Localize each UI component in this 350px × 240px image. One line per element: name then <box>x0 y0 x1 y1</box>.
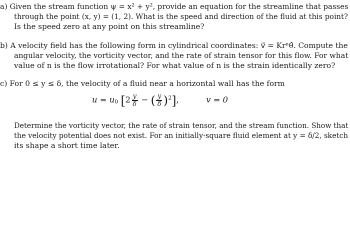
problem-a-text-1: Given the stream function ψ = x² + y², provide an equation for the streamline that passes <box>9 2 349 11</box>
eq-bracket-open: [ <box>120 93 126 108</box>
problem-c-line-4: its shape a short time later. <box>14 141 120 150</box>
problem-b-line-3: value of n is the flow irrotational? For what value of n is the strain identically zero? <box>14 61 336 70</box>
eq-frac-1: $\frac{y}{\delta}$ <box>132 92 137 108</box>
problem-b-line-2: angular velocity, the vorticity vector, and the rate of strain tensor for this flow. For what <box>14 51 349 60</box>
problem-a-label: a) <box>0 2 8 11</box>
eq-u-sub: 0 <box>114 99 119 106</box>
problem-b-text-1: A velocity field has the following form in cylindrical coordinates: v⃗ = Krⁿθ̂. Compute the <box>10 41 348 50</box>
problem-a-line-2: through the point (x, y) = (1, 2). What is the speed and direction of the fluid at this point? <box>14 12 348 21</box>
eq-paren-close: ) <box>163 93 169 108</box>
problem-c-label: c) <box>0 79 8 88</box>
eq-two: 2 <box>125 94 131 105</box>
eq-u-lhs: u = u <box>92 94 115 105</box>
eq-exponent: 2 <box>168 95 172 102</box>
problem-a-line-3: Is the speed zero at any point on this streamline? <box>14 22 205 31</box>
problem-c-line-3: the velocity potential does not exist. For an initially-square fluid element at y = δ/2, sketch <box>14 131 349 140</box>
problem-c-text-1: For 0 ≤ y ≤ δ, the velocity of a fluid near a horizontal wall has the form <box>9 79 285 88</box>
eq-minus: − <box>141 94 149 105</box>
problem-b-label: b) <box>0 41 8 50</box>
problem-c-line-2: Determine the vorticity vector, the rate of strain tensor, and the stream function. Show that <box>14 121 349 130</box>
eq-paren-open: ( <box>150 93 156 108</box>
problem-b-line-1 <box>0 41 348 50</box>
eq-v: v = 0 <box>206 94 228 105</box>
problem-a-line-1 <box>0 2 348 11</box>
eq-frac-2: $\frac{y}{\delta}$ <box>157 92 162 108</box>
velocity-equation: $u = u_0$ [2 $\frac{y}{\delta}$ − ( $\frac{y}{\delta}$ )$^2$], v = 0 <box>92 92 228 108</box>
problem-c-line-1 <box>0 79 285 88</box>
eq-bracket-close: ] <box>171 93 177 108</box>
